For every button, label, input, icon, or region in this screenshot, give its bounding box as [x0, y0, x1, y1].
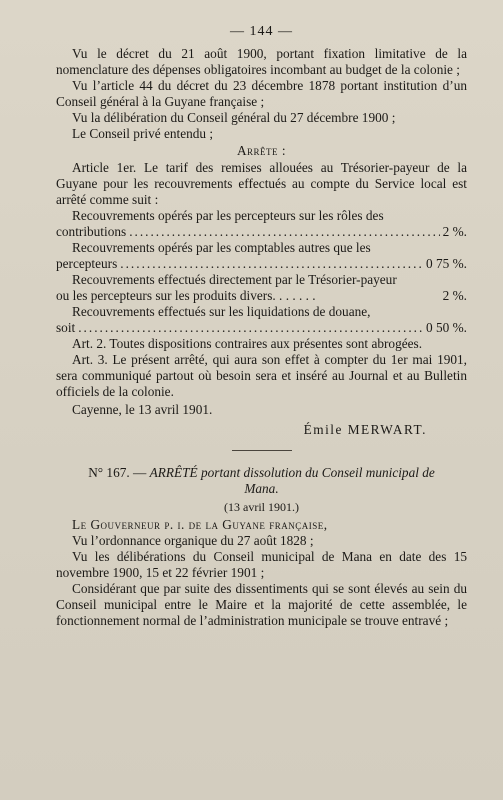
- tariff-3-label: Recouvrements effectués directement par le Trésorier-payeur: [72, 272, 397, 287]
- tariff-1-item: contributions: [56, 224, 127, 239]
- tariff-2-value: 0 75 %.: [426, 256, 467, 271]
- paragraph-article-1: Article 1er. Le tarif des remises allouées au Trésorier-payeur de la Guyane pour les recouvrements effectués au compte du Service local est arrêté comme suit :: [56, 160, 467, 207]
- signature: [56, 422, 427, 438]
- paragraph-deliberations-mana: Vu les délibérations du Conseil municipal de Mana en date des 15 novembre 1900, 15 et 22 février 1901 ;: [56, 549, 467, 580]
- tariff-3-value: 2 %.: [442, 288, 467, 303]
- paragraph-conseil-prive: Le Conseil privé entendu ;: [72, 126, 214, 141]
- tariff-row-2: [56, 256, 467, 272]
- tariff-row-3: [56, 288, 467, 304]
- paragraph-article-44: Vu l’article 44 du décret du 23 décembre 1878 portant institution d’un Conseil général à la Guyane française ;: [56, 78, 467, 109]
- paragraph-deliberation: Vu la délibération du Conseil général du 27 décembre 1900 ;: [72, 110, 396, 125]
- decree-number: N° 167. —: [88, 465, 150, 480]
- paragraph-article-2: Art. 2. Toutes dispositions contraires aux présentes sont abrogées.: [72, 336, 423, 351]
- paragraph-ordonnance: Vu l’ordonnance organique du 27 août 1828 ;: [72, 533, 314, 548]
- tariff-4-value: 0 50 %.: [426, 320, 467, 335]
- tariff-3-item: ou les percepteurs sur les produits divers. . . . . . .: [56, 288, 316, 303]
- paragraph-considerant: Considérant que par suite des dissentiments qui se sont élevés au sein du Conseil municipal entre le Maire et la majorité de cette assemblée, le fonctionnement normal de l’administration municipale se trouve entravé ;: [56, 581, 467, 628]
- tariff-2-item: percepteurs: [56, 256, 118, 271]
- heading-arrete: Arrête :: [236, 143, 287, 158]
- tariff-4-label: Recouvrements effectués sur les liquidations de douane,: [72, 304, 371, 319]
- leader-dots: [120, 256, 423, 272]
- tariff-1-label: Recouvrements opérés par les percepteurs sur les rôles des: [72, 208, 384, 223]
- page-number: — 144 —: [230, 24, 293, 39]
- tariff-row-4: [56, 320, 467, 336]
- tariff-4-item: soit: [56, 320, 76, 335]
- section-divider: [232, 450, 292, 451]
- tariff-2-label: Recouvrements opérés par les comptables autres que les: [72, 240, 371, 255]
- tariff-1-value: 2 %.: [442, 224, 467, 239]
- paragraph-article-3: Art. 3. Le présent arrêté, qui aura son effet à compter du 1er mai 1901, sera communiqué partout où besoin sera et inséré au Journal et au Bulletin officiels de la colonie.: [56, 352, 467, 399]
- tariff-row-1: [56, 224, 467, 240]
- leader-dots: [129, 224, 439, 240]
- decree-date: (13 avril 1901.): [224, 500, 299, 514]
- paragraph-decret: Vu le décret du 21 août 1900, portant fixation limitative de la nomenclature des dépenses obligatoires incombant au budget de la colonie ;: [56, 46, 467, 77]
- signature-name: Émile MERWART.: [303, 422, 427, 437]
- paragraph-gouverneur: Le Gouverneur p. i. de la Guyane française,: [72, 517, 328, 532]
- leader-dots: [78, 320, 423, 336]
- place-date: Cayenne, le 13 avril 1901.: [72, 402, 213, 417]
- decree-subject: ARRÊTÉ portant dissolution du Conseil municipal de Mana.: [149, 465, 435, 496]
- decree-title: [76, 465, 447, 497]
